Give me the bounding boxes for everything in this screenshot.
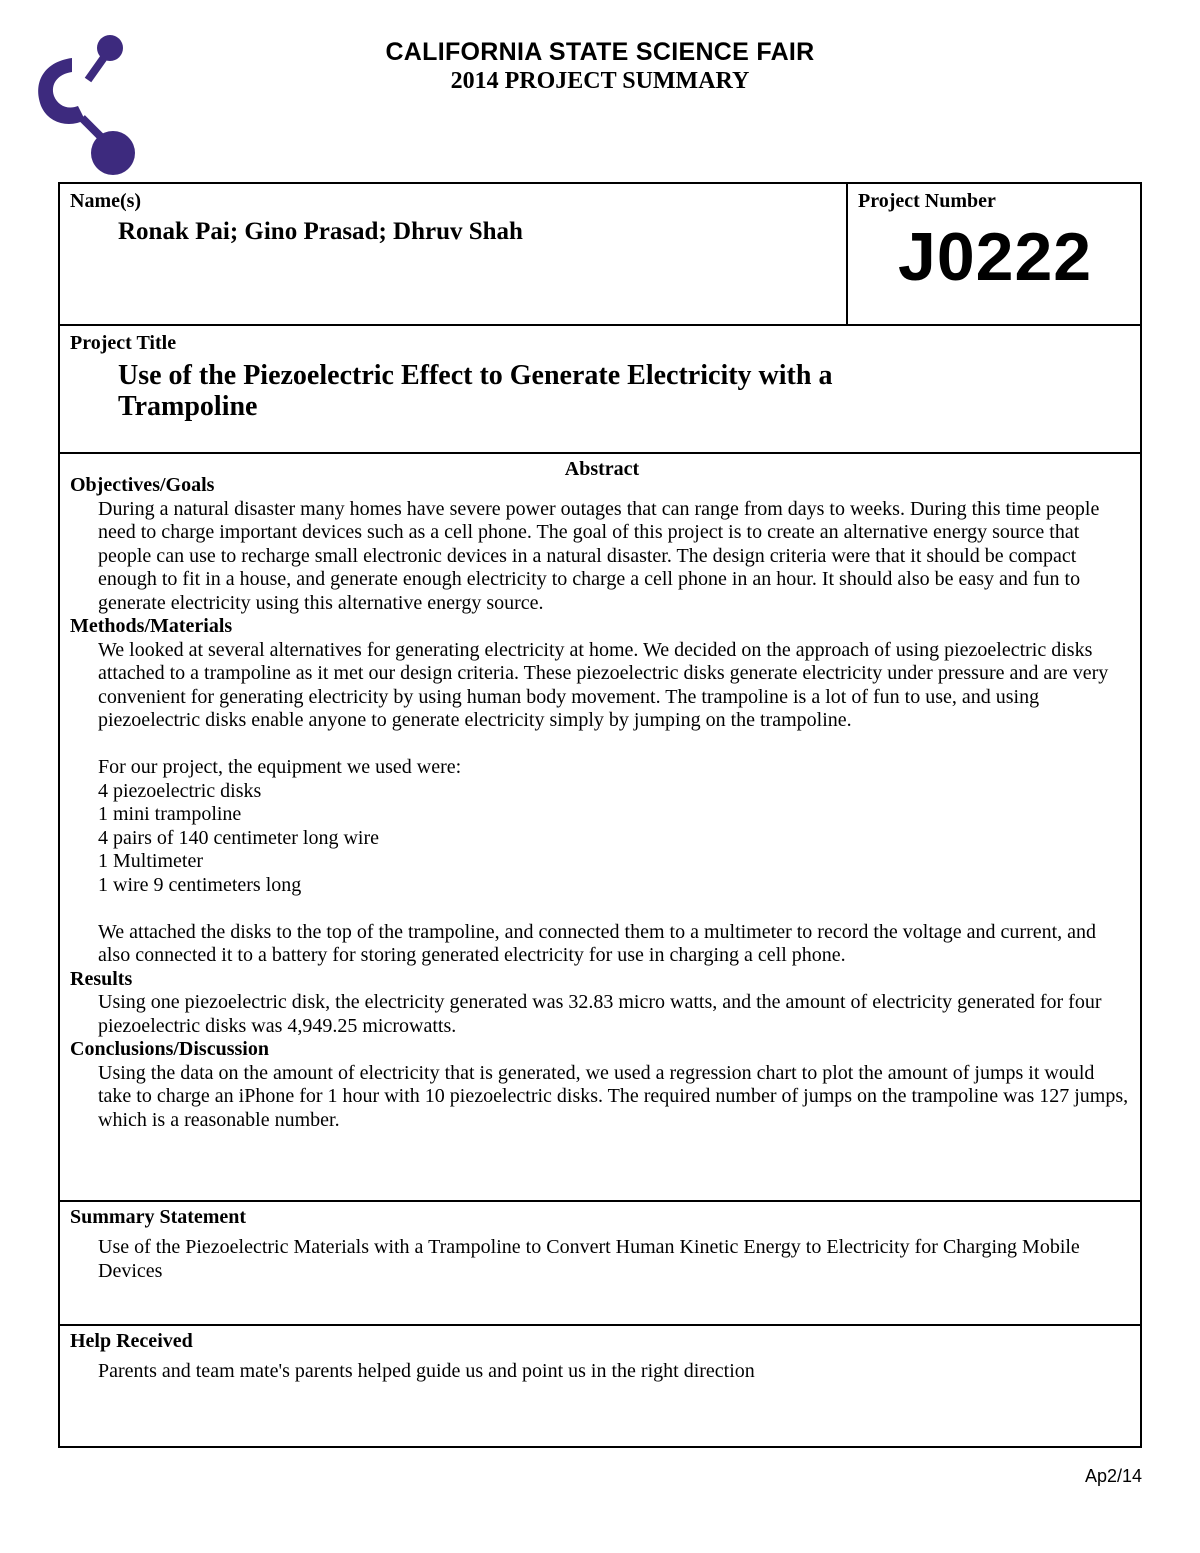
abstract-section bbox=[58, 452, 1142, 1202]
summary-statement-text: Use of the Piezoelectric Materials with a Trampoline to Convert Human Kinetic Energy to Electricity for Charging Mobile Devices bbox=[98, 1236, 1080, 1282]
abstract-heading: Abstract bbox=[564, 458, 640, 480]
conclusions-text: Using the data on the amount of electricity that is generated, we used a regression chart to plot the amount of jumps it would take to charge an iPhone for 1 hour with 10 piezoelectric disks. The required number of jumps on the trampoline was 127 jumps, which is a reasonable number. bbox=[98, 1061, 1129, 1131]
project-title-section bbox=[58, 324, 1142, 454]
project-number-section bbox=[846, 182, 1142, 326]
names-section bbox=[58, 182, 848, 326]
revision-code: Ap2/14 bbox=[1084, 1466, 1142, 1486]
help-received-section bbox=[58, 1324, 1142, 1448]
equipment-list bbox=[70, 780, 1130, 898]
names-label: Name(s) bbox=[70, 190, 142, 212]
project-title-label: Project Title bbox=[70, 332, 177, 354]
summary-title: 2014 PROJECT SUMMARY bbox=[450, 68, 750, 94]
summary-statement-section bbox=[58, 1200, 1142, 1326]
methods-label: Methods/Materials bbox=[70, 615, 233, 637]
equipment-intro: For our project, the equipment we used were: bbox=[98, 756, 462, 778]
help-received-text: Parents and team mate's parents helped guide us and point us in the right direction bbox=[98, 1360, 755, 1382]
equipment-item: 4 pairs of 140 centimeter long wire bbox=[98, 826, 380, 849]
equipment-item: 1 mini trampoline bbox=[98, 803, 242, 825]
project-title-line: Use of the Piezoelectric Effect to Generate Electricity with a bbox=[118, 360, 833, 391]
help-received-label: Help Received bbox=[70, 1330, 193, 1352]
project-number-label: Project Number bbox=[858, 190, 996, 212]
names-value: Ronak Pai; Gino Prasad; Dhruv Shah bbox=[118, 218, 523, 245]
equipment-item: 1 wire 9 centimeters long bbox=[98, 873, 302, 896]
project-number-value: J0222 bbox=[898, 219, 1093, 295]
equipment-item: 4 piezoelectric disks bbox=[98, 779, 262, 802]
objectives-label: Objectives/Goals bbox=[70, 474, 215, 496]
conclusions-label: Conclusions/Discussion bbox=[70, 1038, 269, 1060]
project-title-value bbox=[118, 360, 1078, 422]
methods-text: We looked at several alternatives for generating electricity at home. We decided on the approach of using piezoelectric disks attached to a trampoline as it met our design criteria. These piezoelectric disks generate electricity under pressure and are very convenient for generating electricity by using human body movement. The trampoline is a lot of fun to use, and using piezoelectric disks enable anyone to generate electricity simply by jumping on the trampoline. bbox=[98, 638, 1109, 731]
project-title-line: Trampoline bbox=[118, 391, 258, 422]
equipment-item: 1 Multimeter bbox=[98, 850, 203, 872]
methods-text: We attached the disks to the top of the trampoline, and connected them to a multimeter to record the voltage and current, and also connected it to a battery for storing generated electricity for use in charging a cell phone. bbox=[98, 920, 1097, 966]
results-text: Using one piezoelectric disk, the electricity generated was 32.83 micro watts, and the amount of electricity generated for four piezoelectric disks was 4,949.25 microwatts. bbox=[98, 991, 1102, 1037]
fair-title: CALIFORNIA STATE SCIENCE FAIR bbox=[385, 38, 815, 66]
results-label: Results bbox=[70, 967, 133, 990]
summary-statement-label: Summary Statement bbox=[70, 1206, 247, 1228]
objectives-text: During a natural disaster many homes have severe power outages that can range from days to weeks. During this time people need to charge important devices such as a cell phone. The goal of this project is to create an alternative energy source that people can use to recharge small electronic devices in a natural disaster. The design criteria were that it should be compact enough to fit in a house, and generate enough electricity to charge a cell phone in an hour. It should also be easy and fun to generate electricity using this alternative energy source. bbox=[98, 497, 1100, 614]
abstract-content bbox=[70, 474, 1130, 1132]
